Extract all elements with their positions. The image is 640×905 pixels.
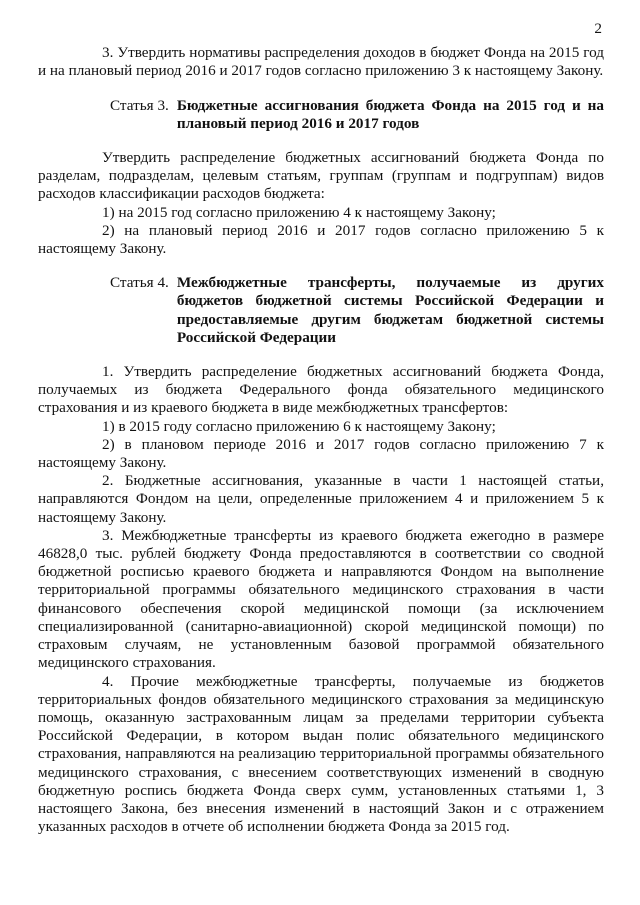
article-title: Межбюджетные трансферты, получаемые из других бюджетов бюджетной системы Российской Федерации и предоставляемые другим бюджетам бюджетной системы Российской Федерации <box>176 274 604 346</box>
document-body <box>38 44 604 836</box>
paragraph: 4. Прочие межбюджетные трансферты, получаемые из бюджетов территориальных фондов обязательного медицинского страхования за медицинскую помощь, оказанную застрахованным лицам за пределами территории субъекта Российской Федерации, в котором выдан полис обязательного медицинского страхования, направляются на реализацию территориальной программы обязательного медицинского страхования, с внесением соответствующих изменений в сводную бюджетную роспись бюджета Фонда сверх сумм, установленных статьями 1, 3 настоящего Закона, без внесения изменений в настоящий Закон и с отражением указанных расходов в отчете об исполнении бюджета Фонда за 2015 год. <box>38 672 604 836</box>
article-heading <box>110 274 604 347</box>
list-item: 2) на плановый период 2016 и 2017 годов согласно приложению 5 к настоящему Закону. <box>38 221 604 258</box>
article-title: Бюджетные ассигнования бюджета Фонда на 2015 год и на плановый период 2016 и 2017 годов <box>176 96 604 132</box>
paragraph: 3. Межбюджетные трансферты из краевого бюджета ежегодно в размере 46828,0 тыс. рублей бюджету Фонда предоставляются в соответствии со сводной бюджетной росписью краевого бюджета и направляются Фондом на выполнение территориальной программы обязательного медицинского страхования в части финансового обеспечения скорой медицинской помощи (за исключением специализированной (санитарно-авиационной) скорой медицинской помощи) по страховым случаям, не установленным базовой программой обязательного медицинского страхования. <box>38 526 604 672</box>
paragraph: Утвердить распределение бюджетных ассигнований бюджета Фонда по разделам, подразделам, целевым статьям, группам (группам и подгруппам) видов расходов классификации расходов бюджета: <box>38 149 604 203</box>
page-number: 2 <box>594 20 602 37</box>
article-heading <box>110 97 604 133</box>
paragraph: 3. Утвердить нормативы распределения доходов в бюджет Фонда на 2015 год и на плановый период 2016 и 2017 годов согласно приложению 3 к настоящему Закону. <box>38 44 604 80</box>
article-label: Статья 3. <box>110 96 169 114</box>
paragraph: 2. Бюджетные ассигнования, указанные в части 1 настоящей статьи, направляются Фондом на цели, определенные приложением 4 и приложением 5 к настоящему Закону. <box>38 472 604 526</box>
list-item: 1) в 2015 году согласно приложению 6 к настоящему Закону; <box>102 417 496 435</box>
list-item: 1) на 2015 год согласно приложению 4 к настоящему Закону; <box>102 203 496 221</box>
paragraph: 1. Утвердить распределение бюджетных ассигнований бюджета Фонда, получаемых из бюджета Федерального фонда обязательного медицинского страхования и из краевого бюджета в виде межбюджетных трансфертов: <box>38 363 604 417</box>
article-label: Статья 4. <box>110 274 169 292</box>
list-item: 2) в плановом периоде 2016 и 2017 годов согласно приложению 7 к настоящему Закону. <box>38 435 604 472</box>
